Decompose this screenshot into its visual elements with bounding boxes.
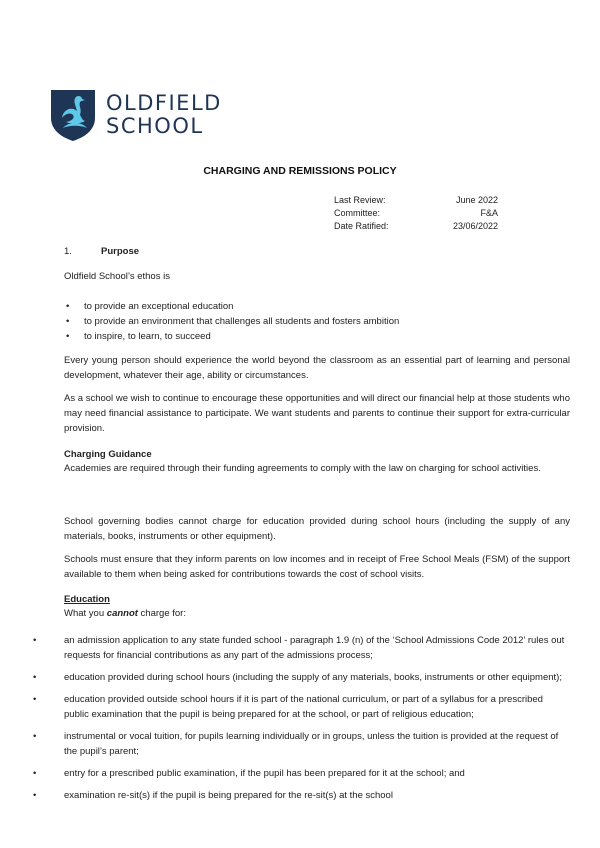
review-row bbox=[334, 194, 498, 207]
paragraph: Schools must ensure that they inform parents on low incomes and in receipt of Free School Meals (FSM) of the support available to them when being asked for contributions towards the cost of school visits. bbox=[64, 554, 570, 580]
paragraph: As a school we wish to continue to encourage these opportunities and will direct our financial help at those students who may need financial assistance to participate. We want students and parents to continue their support for extra-curricular provision. bbox=[64, 393, 570, 434]
charging-guidance-heading: Charging Guidance bbox=[64, 449, 152, 460]
swan-shield-icon bbox=[49, 88, 97, 142]
list-item: • to provide an exceptional education bbox=[64, 299, 399, 314]
ethos-intro: Oldfield School’s ethos is bbox=[64, 271, 170, 282]
section-title: Purpose bbox=[101, 246, 140, 257]
section-number: 1. bbox=[64, 246, 72, 257]
intro-text: What you bbox=[64, 608, 107, 619]
ethos-list bbox=[64, 299, 399, 344]
review-label: Date Ratified: bbox=[334, 221, 389, 231]
list-item: • education provided during school hours (including the supply of any materials, books, instruments or other equipment); bbox=[33, 670, 570, 685]
list-item: • to inspire, to learn, to succeed bbox=[64, 329, 399, 344]
document-title: CHARGING AND REMISSIONS POLICY bbox=[203, 165, 397, 177]
list-item: • an admission application to any state funded school - paragraph 1.9 (n) of the ‘School Admissions Code 2012’ rules out requests for financial contributions as any part of the admissions process; bbox=[33, 633, 570, 663]
review-value: June 2022 bbox=[455, 195, 498, 205]
emphasis-cannot: cannot bbox=[106, 608, 138, 619]
paragraph: School governing bodies cannot charge for education provided during school hours (including the supply of any materials, books, instruments or other equipment). bbox=[64, 516, 570, 542]
education-intro bbox=[64, 606, 570, 621]
review-value: F&A bbox=[480, 208, 498, 218]
cannot-charge-list bbox=[33, 633, 570, 810]
list-item: • instrumental or vocal tuition, for pupils learning individually or in groups, unless the tuition is provided at the request of the pupil’s parent; bbox=[33, 729, 570, 759]
review-row bbox=[334, 220, 498, 233]
paragraph: Academies are required through their funding agreements to comply with the law on charging for school activities. bbox=[64, 463, 541, 474]
logo-text-oldfield: OLDFIELD bbox=[106, 91, 222, 115]
intro-text: charge for: bbox=[137, 608, 186, 619]
list-item: • entry for a prescribed public examination, if the pupil has been prepared for it at the school; and bbox=[33, 766, 570, 781]
review-label: Committee: bbox=[334, 208, 381, 218]
school-logo bbox=[49, 88, 222, 142]
logo-wordmark bbox=[106, 93, 222, 137]
list-item: • education provided outside school hours if it is part of the national curriculum, or part of a syllabus for a prescribed public examination that the pupil is being prepared for at the school, or part of religious education; bbox=[33, 692, 570, 722]
logo-text-school: SCHOOL bbox=[106, 114, 204, 138]
list-item: • examination re-sit(s) if the pupil is being prepared for the re-sit(s) at the school bbox=[33, 788, 570, 803]
review-value: 23/06/2022 bbox=[452, 221, 498, 231]
review-table bbox=[334, 194, 498, 233]
review-row bbox=[334, 207, 498, 220]
review-label: Last Review: bbox=[334, 195, 386, 205]
education-heading: Education bbox=[64, 594, 110, 605]
paragraph: Every young person should experience the world beyond the classroom as an essential part of learning and personal development, whatever their age, ability or circumstances. bbox=[64, 355, 570, 381]
list-item: • to provide an environment that challenges all students and fosters ambition bbox=[64, 314, 399, 329]
